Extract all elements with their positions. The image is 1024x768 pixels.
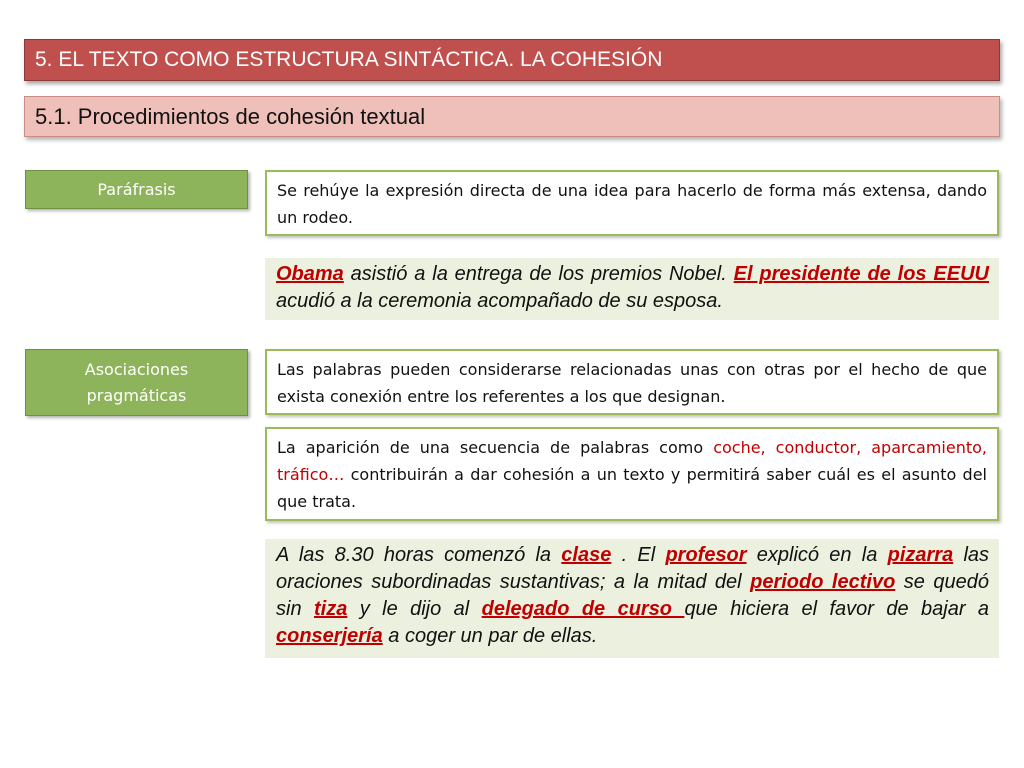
label-parafrasis-text: Paráfrasis xyxy=(97,179,176,199)
label-line: pragmáticas xyxy=(86,385,187,405)
label-asociaciones-pragmaticas xyxy=(25,349,248,416)
example-text: las oraciones subordinadas sustantivas; a la mitad del xyxy=(276,544,990,593)
label-parafrasis xyxy=(25,170,248,209)
highlighted-term: tiza xyxy=(313,598,348,620)
highlighted-term: profesor xyxy=(665,544,747,566)
definition-asociaciones: Las palabras pueden considerarse relacionadas unas con otras por el hecho de que exista conexión entre los referentes a los que designan. xyxy=(265,349,999,415)
definition-parafrasis: Se rehúye la expresión directa de una idea para hacerlo de forma más extensa, dando un rodeo. xyxy=(265,170,999,236)
label-line: Asociaciones xyxy=(84,359,189,379)
example-text: asistió a la entrega de los premios Nobel. xyxy=(343,263,734,285)
slide-title: 5. EL TEXTO COMO ESTRUCTURA SINTÁCTICA. LA COHESIÓN xyxy=(24,39,1000,81)
example-asociaciones xyxy=(265,539,999,658)
highlighted-term: El presidente de los EEUU xyxy=(733,263,989,285)
highlighted-term: clase xyxy=(561,544,612,566)
example-text: . El xyxy=(611,544,666,566)
example-text: A las 8.30 horas comenzó la xyxy=(276,544,562,566)
example-text: a coger un par de ellas. xyxy=(382,625,598,647)
sequence-text: contribuirán a dar cohesión a un texto y permitirá saber cuál es el asunto del que trata. xyxy=(277,465,987,511)
sequence-explanation xyxy=(265,427,999,521)
example-parafrasis xyxy=(265,258,999,320)
highlighted-term: conserjería xyxy=(276,625,383,647)
example-text: explicó en la xyxy=(746,544,888,566)
highlighted-term: pizarra xyxy=(887,544,954,566)
example-text: acudió a la ceremonia acompañado de su esposa. xyxy=(276,290,723,312)
highlighted-term: periodo lectivo xyxy=(750,571,896,593)
sequence-terms: coche, conductor, aparcamiento, tráfico… xyxy=(277,438,987,484)
example-text: que hiciera el favor de bajar a xyxy=(684,598,990,620)
section-subtitle: 5.1. Procedimientos de cohesión textual xyxy=(24,96,1000,137)
highlighted-term: Obama xyxy=(276,263,344,285)
highlighted-term: delegado de curso xyxy=(481,598,685,620)
example-text: y le dijo al xyxy=(347,598,482,620)
sequence-text: La aparición de una secuencia de palabras como xyxy=(277,438,714,457)
example-text: se quedó sin xyxy=(276,571,990,620)
